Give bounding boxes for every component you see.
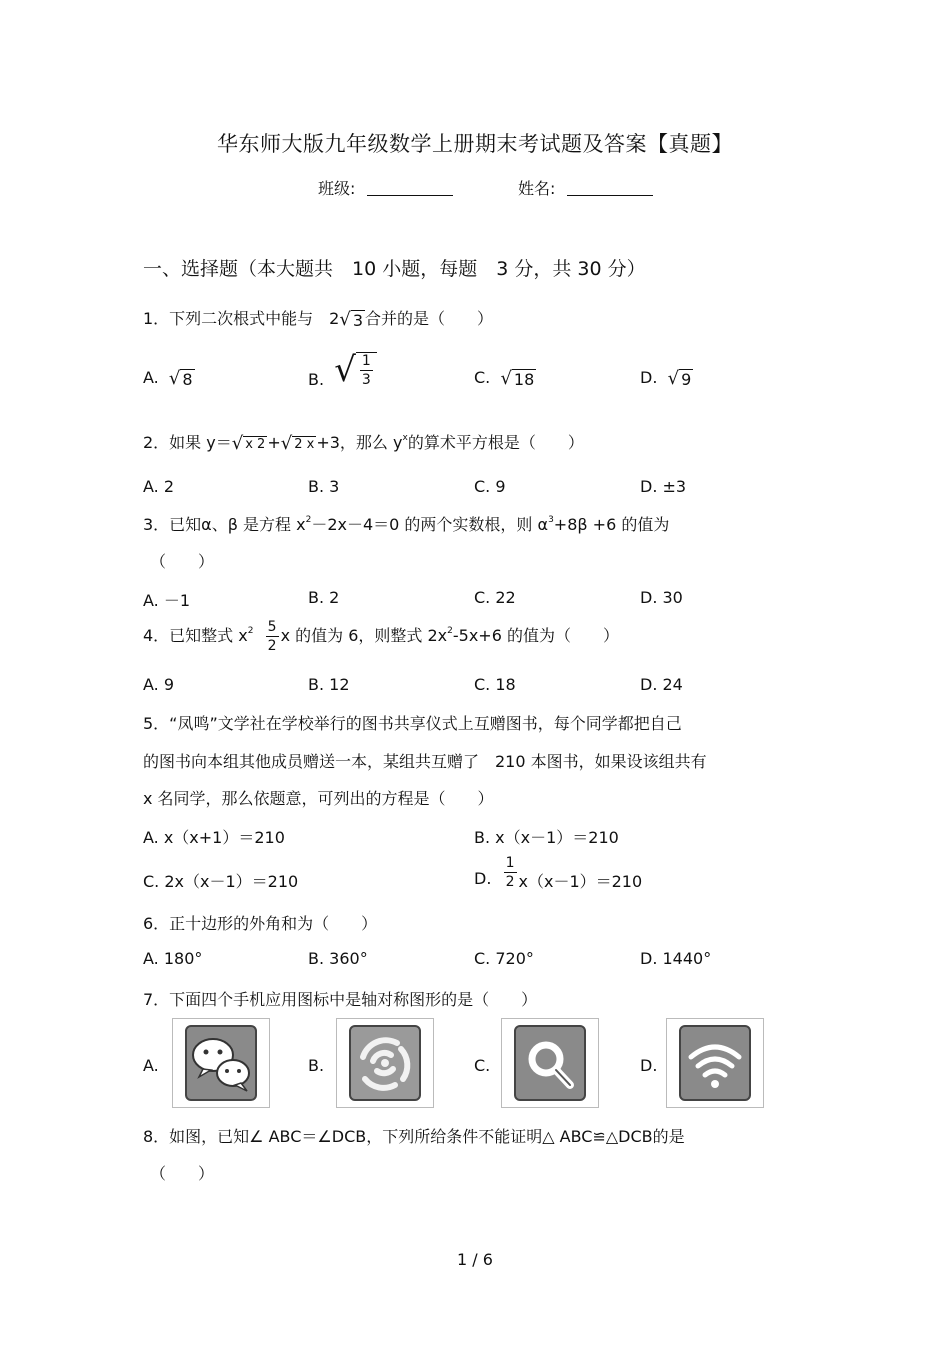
q3-option-a: A. －1 — [143, 591, 191, 610]
q5-option-c: C. 2x（x－1）＝210 — [143, 872, 299, 891]
page-number: 1 / 6 — [457, 1250, 493, 1269]
q4-option-a: A. 9 — [143, 675, 175, 694]
q1-option-b: B. √ $\frac{1}{3}$ — [308, 352, 377, 389]
question-3: 3．已知α、β 是方程 $x^2-2x-4=0$ 的两个实数根，则 $\alpha^3+8\beta +6$ 的值为 — [143, 515, 670, 534]
question-2: 2．如果 y＝ √ x 2 + √ 2 x +3，那么 $y^x$的算术平方根是（ ） — [143, 432, 584, 454]
q4-option-b: B. 12 — [308, 675, 350, 694]
question-1 — [143, 306, 493, 329]
q7-option-d-label: D. — [640, 1056, 658, 1075]
q5-option-a: A. x（x+1）＝210 — [143, 828, 285, 847]
page-title: 华东师大版九年级数学上册期末考试题及答案【真题】 — [217, 132, 733, 156]
q7-option-b-image — [336, 1018, 434, 1108]
q6-option-b: B. 360° — [308, 949, 368, 968]
wechat-icon — [173, 1019, 269, 1107]
q2-option-b: B. 3 — [308, 477, 340, 496]
wifi-icon — [667, 1019, 763, 1107]
q7-option-c-label: C. — [474, 1056, 491, 1075]
question-8-line1: 8．如图，已知∠ ABC＝∠DCB，下列所给条件不能证明△ ABC≌△DCB的是 — [143, 1127, 685, 1146]
q6-option-d: D. 1440° — [640, 949, 712, 968]
q3-option-c: C. 22 — [474, 588, 516, 607]
question-5-line2: 的图书向本组其他成员赠送一本，某组共互赠了 210 本图书，如果设该组共有 — [143, 752, 707, 771]
name-field — [518, 176, 653, 199]
q7-option-a-label: A. — [143, 1056, 159, 1075]
q4-fraction: $\frac{5}{2}$ — [267, 619, 277, 654]
q1-prefix: 1．下列二次根式中能与 2 — [143, 309, 340, 328]
question-5-line1: 5．“凤鸣”文学社在学校举行的图书共享仪式上互赠图书，每个同学都把自己 — [143, 714, 682, 733]
q6-option-a: A. 180° — [143, 949, 203, 968]
q7-option-c-image — [501, 1018, 599, 1108]
q1-option-c: C. √ 18 — [474, 368, 535, 390]
q5-option-b: B. x（x－1）＝210 — [474, 828, 619, 847]
q1-option-d: D. √ 9 — [640, 368, 692, 390]
question-6: 6．正十边形的外角和为（ ） — [143, 914, 378, 933]
q7-option-b-label: B. — [308, 1056, 325, 1075]
q2-option-d: D. ±3 — [640, 477, 687, 496]
question-8-line2: （ ） — [150, 1164, 215, 1183]
q2-option-c: C. 9 — [474, 477, 506, 496]
q3-option-d: D. 30 — [640, 588, 683, 607]
question-4: 4．已知整式 $x^2$ $\frac{5}{2}$ x 的值为 6，则整式 $2x^2-5x+6$ 的值为（ ） — [143, 619, 619, 654]
q5-option-d: D. $\frac{1}{2}$ x（x－1）＝210 — [474, 855, 643, 891]
class-field — [318, 176, 453, 199]
section-heading: 一、选择题（本大题共 10 小题，每题 3 分，共 30 分） — [143, 258, 646, 280]
q2-option-a: A. 2 — [143, 477, 175, 496]
q1-radical: √ 3 — [339, 309, 364, 331]
q3-line2: （ ） — [150, 552, 215, 571]
search-icon — [502, 1019, 598, 1107]
class-label: 班级: — [318, 179, 356, 198]
q7-option-a-image — [172, 1018, 270, 1108]
name-blank — [567, 181, 653, 196]
question-7: 7．下面四个手机应用图标中是轴对称图形的是（ ） — [143, 990, 538, 1009]
name-label: 姓名: — [518, 179, 556, 198]
question-5-line3: x 名同学，那么依题意，可列出的方程是（ ） — [143, 789, 494, 808]
q4-option-d: D. 24 — [640, 675, 683, 694]
q4-option-c: C. 18 — [474, 675, 516, 694]
swirl-icon — [337, 1019, 433, 1107]
q1-suffix: 合并的是（ ） — [365, 309, 494, 328]
class-blank — [367, 181, 453, 196]
q1-option-a: A. √ 8 — [143, 368, 193, 390]
q7-option-d-image — [666, 1018, 764, 1108]
q3-option-b: B. 2 — [308, 588, 340, 607]
q6-option-c: C. 720° — [474, 949, 534, 968]
